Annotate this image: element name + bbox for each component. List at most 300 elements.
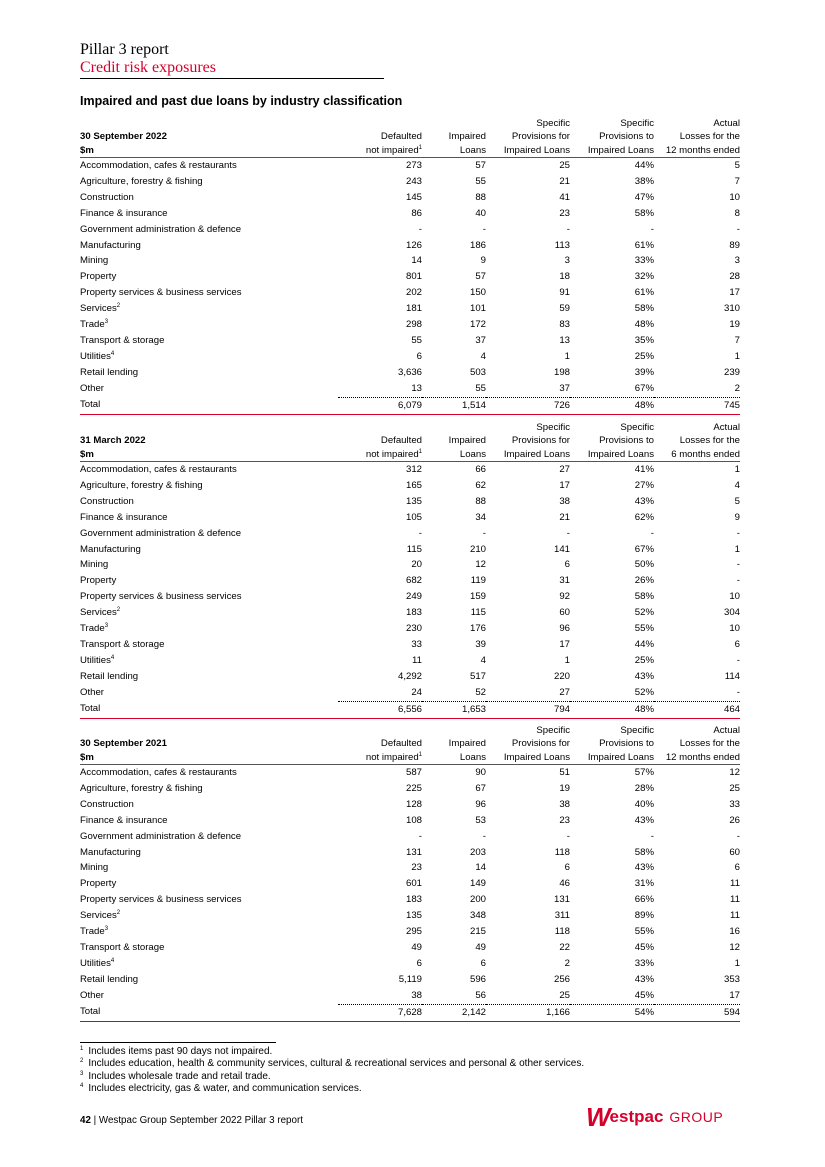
table-cell: 58% bbox=[634, 303, 654, 315]
impaired-loans-table-sep-2022 bbox=[80, 117, 740, 415]
table-cell: 183 bbox=[405, 894, 422, 906]
table-row bbox=[80, 174, 740, 190]
column-header bbox=[338, 421, 422, 434]
table-cell: 33 bbox=[729, 798, 740, 810]
table-cell: 40% bbox=[634, 798, 654, 810]
table-cell: 24 bbox=[411, 686, 422, 698]
row-label bbox=[80, 781, 338, 797]
table-cell: 1 bbox=[734, 350, 740, 362]
table-cell: 43% bbox=[634, 973, 654, 985]
footnote-text: Includes wholesale trade and retail trade. bbox=[88, 1070, 271, 1082]
table-cell: 83 bbox=[559, 319, 570, 331]
table-cell: 304 bbox=[723, 607, 740, 619]
table-cell: 5 bbox=[734, 495, 740, 507]
table-row bbox=[80, 510, 740, 526]
column-header bbox=[338, 143, 422, 158]
table-cell: 200 bbox=[469, 894, 486, 906]
table-cell: 8 bbox=[734, 207, 740, 219]
row-label bbox=[80, 573, 338, 589]
table-cell: 43% bbox=[634, 814, 654, 826]
table-cell: 202 bbox=[405, 287, 422, 299]
table-cell: 596 bbox=[469, 973, 486, 985]
column-header: Specific bbox=[620, 118, 654, 129]
cell-text: Property bbox=[80, 878, 117, 890]
table-row bbox=[80, 589, 740, 605]
total-row bbox=[80, 1004, 740, 1021]
table-cell: 32% bbox=[634, 271, 654, 283]
page-header bbox=[80, 40, 384, 79]
column-header: Defaulted bbox=[380, 435, 422, 446]
column-header bbox=[486, 447, 570, 462]
row-label bbox=[80, 526, 338, 542]
table-cell: 25% bbox=[634, 350, 654, 362]
table-cell: 49 bbox=[411, 941, 422, 953]
table-cell: 89% bbox=[634, 910, 654, 922]
total-label: Total bbox=[80, 1004, 338, 1021]
cell-text: Impaired Loans bbox=[503, 145, 570, 156]
cell-text: 12 months ended bbox=[665, 752, 740, 763]
table-cell: 150 bbox=[469, 287, 486, 299]
data-table bbox=[80, 117, 740, 415]
column-header bbox=[486, 750, 570, 765]
table-cell: 61% bbox=[634, 287, 654, 299]
table-cell: 6 bbox=[480, 957, 486, 969]
cell-text: Property bbox=[80, 271, 117, 283]
table-cell: 1 bbox=[734, 464, 740, 475]
table-cell: 10 bbox=[729, 623, 740, 635]
table-cell: 128 bbox=[405, 798, 422, 810]
table-cell: 4 bbox=[734, 479, 740, 491]
table-cell: 7 bbox=[734, 175, 740, 187]
total-label: Total bbox=[80, 397, 338, 414]
cell-text: not impaired bbox=[365, 145, 419, 156]
cell-text: Accommodation, cafes & restaurants bbox=[80, 464, 237, 475]
footnote-marker: 1 bbox=[418, 752, 422, 758]
header-blank bbox=[80, 421, 338, 434]
table-cell: - bbox=[566, 527, 570, 539]
table-cell: 67 bbox=[475, 782, 486, 794]
table-cell: 49 bbox=[475, 941, 486, 953]
table-cell: 45% bbox=[634, 941, 654, 953]
total-cell: 7,628 bbox=[338, 1004, 422, 1021]
row-label bbox=[80, 253, 338, 269]
table-row bbox=[80, 158, 740, 174]
table-cell: 52% bbox=[634, 686, 654, 698]
table-cell: 7 bbox=[734, 334, 740, 346]
table-cell: 55 bbox=[411, 334, 422, 346]
footnote-marker: 4 bbox=[110, 654, 115, 661]
table-cell: 6 bbox=[564, 862, 570, 874]
cell-text: Government administration & defence bbox=[80, 527, 242, 539]
total-cell: 1,514 bbox=[422, 397, 486, 414]
cell-text: Loans bbox=[459, 752, 486, 763]
table-cell: 58% bbox=[634, 591, 654, 603]
table-cell: 57% bbox=[634, 767, 654, 778]
total-cell: 745 bbox=[654, 397, 740, 414]
total-cell: 48% bbox=[570, 397, 654, 414]
footnote-marker: 3 bbox=[104, 926, 109, 933]
footnote-number: 1 bbox=[80, 1046, 84, 1052]
table-cell: 17 bbox=[729, 989, 740, 1001]
cell-text: 12 months ended bbox=[665, 145, 740, 156]
westpac-group-text: GROUP bbox=[669, 1109, 724, 1125]
cell-text: Finance & insurance bbox=[80, 814, 168, 826]
table-cell: 186 bbox=[469, 239, 486, 251]
row-label bbox=[80, 956, 338, 972]
table-cell: 310 bbox=[723, 303, 740, 315]
row-label bbox=[80, 301, 338, 317]
table-cell: - bbox=[736, 223, 740, 235]
table-cell: - bbox=[736, 559, 740, 571]
table-cell: 4 bbox=[480, 350, 486, 362]
footnote-text: Includes education, health & community services, cultural & recreational services and personal & other services. bbox=[88, 1058, 585, 1070]
table-cell: 38 bbox=[411, 989, 422, 1001]
row-label bbox=[80, 349, 338, 365]
table-cell: 50% bbox=[634, 559, 654, 571]
table-cell: 46 bbox=[559, 878, 570, 890]
table-cell: 25% bbox=[634, 654, 654, 666]
column-header bbox=[654, 750, 740, 765]
row-label bbox=[80, 876, 338, 892]
row-label bbox=[80, 813, 338, 829]
total-cell: 48% bbox=[570, 701, 654, 718]
row-label bbox=[80, 908, 338, 924]
cell-text: Construction bbox=[80, 495, 134, 507]
footnote-marker: 4 bbox=[110, 957, 115, 964]
unit-label: $m bbox=[80, 750, 338, 765]
cell-text: Loans bbox=[459, 145, 486, 156]
row-label bbox=[80, 892, 338, 908]
table-cell: 295 bbox=[405, 926, 422, 938]
unit-label: $m bbox=[80, 143, 338, 158]
column-header: Specific bbox=[536, 422, 570, 433]
footnote-marker: 2 bbox=[116, 607, 121, 614]
footnote-number: 2 bbox=[80, 1058, 84, 1065]
table-cell: 55 bbox=[475, 175, 486, 187]
cell-text: Agriculture, forestry & fishing bbox=[80, 479, 203, 491]
total-row bbox=[80, 701, 740, 718]
table-cell: 6 bbox=[416, 957, 422, 969]
table-cell: 28% bbox=[634, 782, 654, 794]
column-header: Provisions for bbox=[511, 435, 570, 446]
table-row bbox=[80, 238, 740, 254]
table-row bbox=[80, 621, 740, 637]
data-table bbox=[80, 421, 740, 719]
table-row bbox=[80, 605, 740, 621]
table-cell: 13 bbox=[411, 382, 422, 394]
cell-text: Property services & business services bbox=[80, 591, 242, 603]
column-header bbox=[338, 117, 422, 130]
table-cell: 113 bbox=[554, 239, 570, 251]
column-header bbox=[422, 724, 486, 737]
table-row bbox=[80, 381, 740, 397]
header-row bbox=[80, 130, 740, 143]
table-cell: 89 bbox=[729, 239, 740, 251]
column-header: Losses for the bbox=[679, 131, 740, 142]
table-cell: 16 bbox=[729, 926, 740, 938]
table-row bbox=[80, 285, 740, 301]
cell-text: Trade bbox=[80, 319, 105, 331]
table-cell: 43% bbox=[634, 670, 654, 682]
table-cell: 135 bbox=[405, 495, 422, 507]
table-cell: 210 bbox=[469, 543, 486, 555]
total-cell: 6,079 bbox=[338, 397, 422, 414]
cell-text: Utilities bbox=[80, 957, 111, 969]
table-row bbox=[80, 685, 740, 701]
header-row bbox=[80, 434, 740, 447]
row-label bbox=[80, 269, 338, 285]
table-cell: 53 bbox=[475, 814, 486, 826]
table-cell: 5 bbox=[734, 160, 740, 171]
table-cell: 44% bbox=[634, 638, 654, 650]
footnote-marker: 1 bbox=[418, 449, 422, 455]
table-cell: 135 bbox=[405, 910, 422, 922]
table-cell: 1 bbox=[734, 543, 740, 555]
row-label bbox=[80, 542, 338, 558]
table-cell: 114 bbox=[724, 670, 740, 682]
cell-text: Property bbox=[80, 575, 117, 587]
table-cell: 176 bbox=[469, 623, 486, 635]
row-label bbox=[80, 478, 338, 494]
table-cell: 149 bbox=[469, 878, 486, 890]
table-row bbox=[80, 253, 740, 269]
table-cell: 4 bbox=[480, 654, 486, 666]
table-cell: - bbox=[418, 223, 422, 235]
row-label bbox=[80, 365, 338, 381]
row-label bbox=[80, 557, 338, 573]
table-cell: 37 bbox=[559, 382, 570, 394]
table-cell: 1 bbox=[564, 350, 570, 362]
impaired-loans-table-mar-2022 bbox=[80, 421, 740, 719]
table-cell: 45% bbox=[634, 989, 654, 1001]
table-cell: 3 bbox=[734, 255, 740, 267]
cell-text: Services bbox=[80, 303, 117, 315]
table-row bbox=[80, 972, 740, 988]
footnote-number: 3 bbox=[80, 1070, 84, 1077]
table-cell: 27% bbox=[634, 479, 654, 491]
table-row bbox=[80, 813, 740, 829]
table-cell: 90 bbox=[475, 767, 486, 778]
table-cell: 11 bbox=[730, 894, 740, 906]
period-label: 30 September 2022 bbox=[80, 131, 167, 142]
table-cell: 48% bbox=[634, 319, 654, 331]
table-cell: 119 bbox=[470, 575, 486, 587]
table-row bbox=[80, 365, 740, 381]
table-cell: 19 bbox=[559, 782, 570, 794]
table-cell: 38 bbox=[559, 495, 570, 507]
header-row bbox=[80, 421, 740, 434]
period-label: 31 March 2022 bbox=[80, 435, 146, 446]
row-label bbox=[80, 494, 338, 510]
table-cell: 17 bbox=[559, 479, 570, 491]
table-cell: 39 bbox=[475, 638, 486, 650]
cell-text: Government administration & defence bbox=[80, 830, 242, 842]
table-cell: - bbox=[482, 527, 486, 539]
total-cell: 54% bbox=[570, 1004, 654, 1021]
table-cell: 18 bbox=[559, 271, 570, 283]
table-row bbox=[80, 573, 740, 589]
row-label bbox=[80, 510, 338, 526]
table-row bbox=[80, 669, 740, 685]
cell-text: Accommodation, cafes & restaurants bbox=[80, 767, 237, 778]
table-cell: 145 bbox=[405, 191, 422, 203]
table-cell: 4,292 bbox=[397, 670, 422, 682]
cell-text: Government administration & defence bbox=[80, 223, 242, 235]
table-cell: 5,119 bbox=[398, 973, 422, 985]
column-header bbox=[422, 117, 486, 130]
table-cell: 92 bbox=[559, 591, 570, 603]
row-label bbox=[80, 333, 338, 349]
table-row bbox=[80, 317, 740, 333]
cell-text: Other bbox=[80, 989, 104, 1001]
cell-text: Retail lending bbox=[80, 973, 139, 985]
footnote-marker: 1 bbox=[418, 145, 422, 151]
row-label bbox=[80, 845, 338, 861]
table-row bbox=[80, 478, 740, 494]
table-row bbox=[80, 876, 740, 892]
table-cell: - bbox=[482, 830, 486, 842]
table-cell: 21 bbox=[559, 511, 570, 523]
cell-text: not impaired bbox=[365, 449, 419, 460]
column-header bbox=[486, 143, 570, 158]
table-cell: 1 bbox=[734, 957, 740, 969]
table-cell: 55% bbox=[634, 926, 654, 938]
total-cell: 464 bbox=[654, 701, 740, 718]
cell-text: Transport & storage bbox=[80, 638, 165, 650]
table-row bbox=[80, 557, 740, 573]
row-label bbox=[80, 285, 338, 301]
table-cell: - bbox=[650, 223, 654, 235]
table-row bbox=[80, 860, 740, 876]
footnote-item bbox=[80, 1083, 584, 1095]
table-cell: 58% bbox=[634, 846, 654, 858]
column-header bbox=[422, 750, 486, 765]
row-label bbox=[80, 924, 338, 940]
table-cell: 60 bbox=[559, 607, 570, 619]
cell-text: Finance & insurance bbox=[80, 207, 168, 219]
table-cell: 25 bbox=[729, 782, 740, 794]
table-row bbox=[80, 542, 740, 558]
westpac-wordmark: estpac bbox=[609, 1107, 664, 1126]
table-cell: 67% bbox=[634, 543, 654, 555]
table-row bbox=[80, 653, 740, 669]
table-row bbox=[80, 462, 740, 478]
table-cell: 10 bbox=[729, 191, 740, 203]
header-row bbox=[80, 737, 740, 750]
footnote-marker: 2 bbox=[116, 910, 121, 917]
column-header: Defaulted bbox=[380, 131, 422, 142]
footnote-item bbox=[80, 1058, 584, 1070]
table-row bbox=[80, 349, 740, 365]
column-header bbox=[338, 724, 422, 737]
table-cell: 6 bbox=[734, 638, 740, 650]
table-row bbox=[80, 797, 740, 813]
table-cell: 58% bbox=[634, 207, 654, 219]
table-row bbox=[80, 781, 740, 797]
footnote-marker: 3 bbox=[104, 319, 109, 326]
column-header bbox=[654, 447, 740, 462]
table-cell: 27 bbox=[559, 464, 570, 475]
cell-text: Manufacturing bbox=[80, 846, 141, 858]
cell-text: Other bbox=[80, 686, 104, 698]
table-cell: 6 bbox=[564, 559, 570, 571]
table-cell: 67% bbox=[634, 382, 654, 394]
cell-text: Property services & business services bbox=[80, 287, 242, 299]
footnote-item bbox=[80, 1046, 584, 1058]
footnote-number: 4 bbox=[80, 1083, 84, 1090]
header-row bbox=[80, 117, 740, 130]
table-cell: 20 bbox=[411, 559, 422, 571]
table-cell: 44% bbox=[634, 160, 654, 171]
total-cell: 6,556 bbox=[338, 701, 422, 718]
cell-text: Trade bbox=[80, 623, 105, 635]
table-cell: 34 bbox=[475, 511, 486, 523]
row-label bbox=[80, 381, 338, 397]
table-cell: 55% bbox=[634, 623, 654, 635]
table-cell: 66% bbox=[634, 894, 654, 906]
table-cell: 17 bbox=[559, 638, 570, 650]
row-label bbox=[80, 190, 338, 206]
cell-text: Other bbox=[80, 382, 104, 394]
table-cell: 249 bbox=[405, 591, 422, 603]
table-cell: 165 bbox=[405, 479, 422, 491]
table-cell: - bbox=[736, 654, 740, 666]
footnotes bbox=[80, 1046, 584, 1096]
column-header bbox=[422, 143, 486, 158]
column-header bbox=[422, 421, 486, 434]
table-cell: 181 bbox=[405, 303, 422, 315]
cell-text: Accommodation, cafes & restaurants bbox=[80, 160, 237, 171]
table-cell: 126 bbox=[405, 239, 422, 251]
footnote-text: Includes electricity, gas & water, and communication services. bbox=[88, 1083, 362, 1095]
impaired-loans-table-sep-2021 bbox=[80, 724, 740, 1022]
westpac-w-mark: W bbox=[586, 1101, 609, 1132]
table-cell: 21 bbox=[559, 175, 570, 187]
table-cell: 25 bbox=[559, 160, 570, 171]
cell-text: Construction bbox=[80, 798, 134, 810]
row-label bbox=[80, 206, 338, 222]
table-cell: 28 bbox=[729, 271, 740, 283]
row-label bbox=[80, 797, 338, 813]
column-header: Actual bbox=[713, 118, 740, 129]
table-cell: 52 bbox=[475, 686, 486, 698]
header-row bbox=[80, 724, 740, 737]
column-header: Specific bbox=[620, 422, 654, 433]
cell-text: Impaired Loans bbox=[587, 449, 654, 460]
table-cell: 43% bbox=[634, 862, 654, 874]
total-row bbox=[80, 397, 740, 414]
table-cell: - bbox=[566, 223, 570, 235]
unit-label: $m bbox=[80, 447, 338, 462]
row-label bbox=[80, 765, 338, 781]
cell-text: Impaired Loans bbox=[587, 752, 654, 763]
table-row bbox=[80, 845, 740, 861]
table-cell: 88 bbox=[475, 191, 486, 203]
table-row bbox=[80, 333, 740, 349]
table-cell: 57 bbox=[475, 160, 486, 171]
table-cell: 203 bbox=[469, 846, 486, 858]
column-header bbox=[570, 750, 654, 765]
table-cell: 243 bbox=[405, 175, 422, 187]
report-title: Pillar 3 report bbox=[80, 41, 169, 58]
column-header: Impaired bbox=[448, 738, 486, 749]
table-cell: 601 bbox=[405, 878, 422, 890]
total-cell: 726 bbox=[486, 397, 570, 414]
total-cell: 1,166 bbox=[486, 1004, 570, 1021]
table-cell: 131 bbox=[405, 846, 422, 858]
table-row bbox=[80, 924, 740, 940]
table-cell: 62% bbox=[634, 511, 654, 523]
